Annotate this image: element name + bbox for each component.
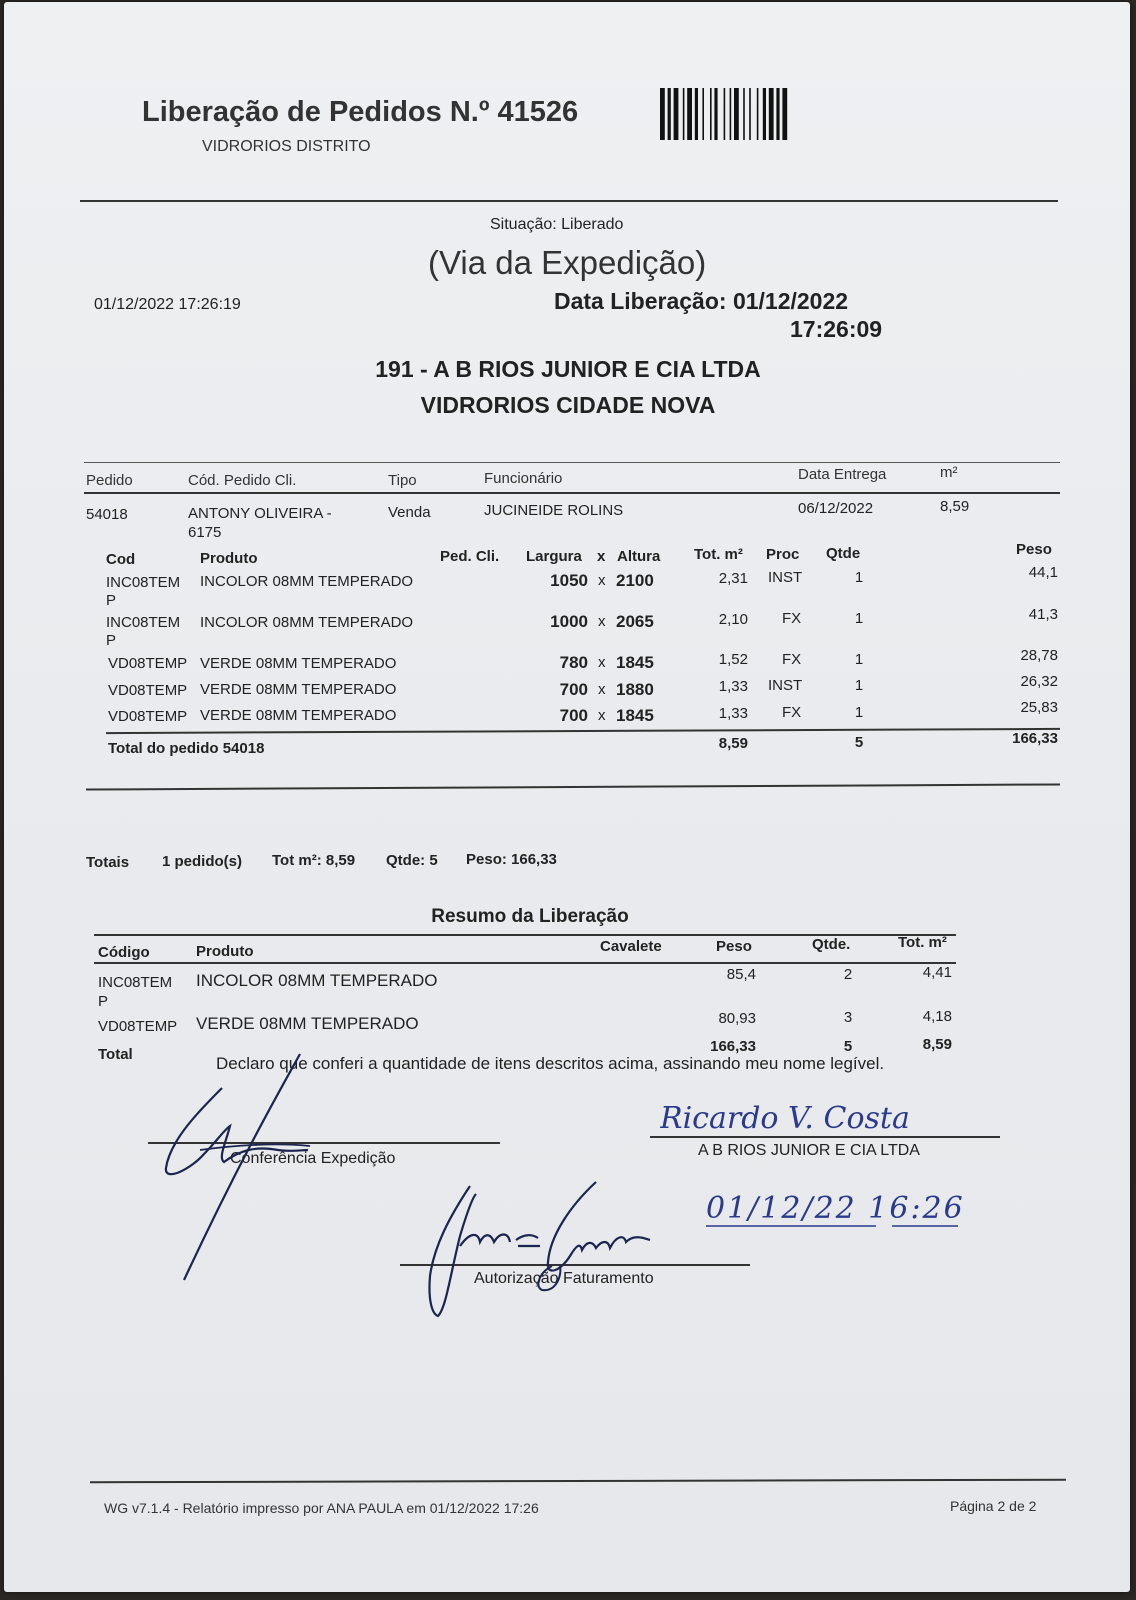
document-page (4, 2, 1130, 1592)
row-qtde: 1 (854, 704, 864, 721)
row-altura: 2100 (616, 571, 654, 590)
header-divider (80, 200, 1058, 202)
row-largura: 1050 (550, 571, 588, 590)
order-m2: 8,59 (940, 498, 970, 515)
row-largura: 1000 (550, 612, 588, 631)
summary-total-peso: 166,33 (710, 1038, 756, 1055)
client-handwritten-signature (660, 1086, 1000, 1146)
totals-label: Totais (86, 854, 130, 871)
summary-total-qtde: 5 (843, 1038, 853, 1055)
summary-col-peso: Peso (716, 938, 752, 955)
row-qtde: 1 (854, 610, 864, 627)
row-peso: 26,32 (1020, 673, 1058, 690)
items-col-peso: Peso (1016, 541, 1052, 558)
status-text: Situação: Liberado (490, 216, 624, 233)
summary-row-produto: INCOLOR 08MM TEMPERADO (196, 971, 438, 990)
col-funcionario: Funcionário (484, 470, 563, 487)
summary-row-codigo: INC08TEM (98, 974, 173, 991)
footer-page-number: Página 2 de 2 (950, 1498, 1037, 1514)
row-proc: FX (782, 704, 802, 721)
barcode-bar (743, 88, 745, 140)
row-cod: VD08TEMP (108, 655, 188, 672)
summary-row-qtde: 3 (843, 1009, 853, 1026)
copy-label: (Via da Expedição) (428, 244, 707, 281)
row-produto: VERDE 08MM TEMPERADO (200, 655, 397, 672)
barcode-bar (683, 88, 685, 140)
handwritten-date (706, 1184, 1006, 1234)
summary-row-produto: VERDE 08MM TEMPERADO (196, 1014, 419, 1033)
row-produto: VERDE 08MM TEMPERADO (200, 707, 397, 724)
summary-row-codigo: VD08TEMP (98, 1018, 178, 1035)
order-total-label: Total do pedido 54018 (108, 740, 265, 757)
row-proc: INST (768, 677, 803, 694)
row-tot-m2: 2,10 (718, 611, 748, 628)
row-peso: 44,1 (1028, 564, 1058, 581)
col-cod-pedido-cli: Cód. Pedido Cli. (188, 472, 297, 489)
order-header-top-rule (84, 462, 1060, 463)
col-tipo: Tipo (388, 472, 417, 489)
summary-col-codigo: Código (98, 944, 150, 961)
items-col-proc: Proc (766, 546, 800, 563)
items-col-largura: Largura (526, 548, 582, 565)
totals-qtde: Qtde: 5 (386, 852, 438, 869)
barcode-bar (710, 88, 712, 140)
print-timestamp: 01/12/2022 17:26:19 (94, 296, 241, 313)
release-date: Data Liberação: 01/12/2022 (554, 288, 849, 314)
row-largura: 700 (559, 680, 588, 699)
summary-row-qtde: 2 (843, 966, 853, 983)
col-data-entrega: Data Entrega (798, 466, 887, 483)
expedition-signature-label: Conferência Expedição (230, 1150, 396, 1167)
summary-col-produto: Produto (196, 943, 254, 960)
summary-row-tot-m2: 4,18 (922, 1008, 952, 1025)
row-x: x (598, 572, 606, 589)
barcode-bar (660, 88, 665, 140)
barcode-bar (749, 88, 751, 140)
row-tot-m2: 1,33 (718, 705, 748, 722)
barcode (660, 88, 832, 140)
row-x: x (598, 707, 606, 724)
row-peso: 28,78 (1020, 647, 1058, 664)
row-cod: INC08TEM (106, 614, 181, 631)
barcode-bar (702, 88, 704, 140)
items-col-cod: Cod (106, 551, 136, 568)
row-produto: VERDE 08MM TEMPERADO (200, 681, 397, 698)
summary-row-codigo-cont: P (98, 993, 109, 1010)
order-total-m2: 8,59 (718, 735, 748, 752)
row-cod-cont: P (106, 632, 117, 649)
order-client-code-cont: 6175 (188, 524, 222, 541)
billing-signature-label: Autorização Faturamento (474, 1270, 654, 1287)
row-qtde: 1 (854, 651, 864, 668)
row-proc: FX (782, 610, 802, 627)
company-name: VIDRORIOS DISTRITO (202, 138, 371, 155)
items-col-qtde: Qtde (826, 545, 861, 562)
summary-title: Resumo da Liberação (431, 906, 629, 927)
row-qtde: 1 (854, 677, 864, 694)
barcode-bar (782, 88, 787, 140)
row-cod-cont: P (106, 592, 117, 609)
billing-handwritten-signature (420, 1176, 680, 1326)
row-produto: INCOLOR 08MM TEMPERADO (200, 573, 414, 590)
row-tot-m2: 1,33 (718, 678, 748, 695)
col-pedido: Pedido (86, 472, 133, 489)
row-proc: INST (768, 569, 803, 586)
declaration-text: Declaro que conferi a quantidade de itens descritos acima, assinando meu nome legível. (216, 1054, 885, 1073)
summary-col-tot-m2: Tot. m² (898, 934, 947, 951)
summary-row-peso: 80,93 (718, 1010, 756, 1027)
row-x: x (598, 613, 606, 630)
row-largura: 780 (559, 653, 588, 672)
row-altura: 2065 (616, 612, 654, 631)
summary-row-peso: 85,4 (726, 966, 756, 983)
document-title: Liberação de Pedidos N.º 41526 (142, 96, 579, 128)
totals-peso: Peso: 166,33 (466, 851, 557, 868)
items-col-x: x (597, 548, 606, 565)
footer-report-info: WG v7.1.4 - Relatório impresso por ANA PAULA em 01/12/2022 17:26 (104, 1500, 539, 1516)
row-produto: INCOLOR 08MM TEMPERADO (200, 614, 414, 631)
items-col-ped-cli: Ped. Cli. (440, 548, 500, 565)
barcode-bar (763, 88, 766, 140)
totals-pedidos: 1 pedido(s) (162, 853, 243, 870)
row-altura: 1845 (616, 653, 654, 672)
client-store: VIDRORIOS CIDADE NOVA (420, 392, 716, 418)
svg-text:01/12/22 16:26: 01/12/22 16:26 (706, 1191, 965, 1226)
row-x: x (598, 681, 606, 698)
expedition-handwritten-signature (160, 1050, 340, 1290)
summary-total-tot-m2: 8,59 (922, 1036, 952, 1053)
barcode-bar (695, 88, 698, 140)
barcode-bar (714, 88, 717, 140)
order-header-bottom-rule (84, 492, 1060, 494)
row-peso: 25,83 (1020, 699, 1058, 716)
row-largura: 700 (559, 706, 588, 725)
barcode-bar (757, 88, 759, 140)
barcode-bar (776, 88, 779, 140)
row-tot-m2: 1,52 (718, 651, 748, 668)
order-employee: JUCINEIDE ROLINS (484, 502, 624, 519)
items-col-produto: Produto (200, 550, 258, 567)
barcode-bar (687, 88, 692, 140)
svg-text:Ricardo V. Costa: Ricardo V. Costa (660, 1101, 910, 1136)
row-cod: INC08TEM (106, 574, 181, 591)
totals-m2: Tot m²: 8,59 (272, 852, 356, 869)
order-client-code: ANTONY OLIVEIRA - (188, 505, 332, 522)
row-x: x (598, 654, 606, 671)
items-col-altura: Altura (617, 548, 661, 565)
summary-row-tot-m2: 4,41 (922, 964, 952, 981)
barcode-bar (734, 88, 739, 140)
client-name: 191 - A B RIOS JUNIOR E CIA LTDA (375, 356, 761, 382)
row-peso: 41,3 (1028, 606, 1058, 623)
summary-col-qtde: Qtde. (812, 936, 851, 953)
order-delivery-date: 06/12/2022 (798, 500, 874, 517)
items-col-tot-m2: Tot. m² (694, 546, 743, 563)
row-qtde: 1 (854, 569, 864, 586)
summary-col-cavalete: Cavalete (600, 938, 662, 955)
barcode-bar (724, 88, 726, 140)
order-type: Venda (388, 504, 431, 521)
order-number: 54018 (86, 506, 128, 523)
barcode-bar (668, 88, 671, 140)
col-m2: m² (940, 464, 958, 481)
barcode-bar (730, 88, 732, 140)
row-proc: FX (782, 651, 802, 668)
release-time: 17:26:09 (790, 316, 883, 342)
order-total-peso: 166,33 (1012, 730, 1058, 747)
summary-total-label: Total (98, 1046, 133, 1063)
order-total-qtde: 5 (854, 734, 864, 751)
row-cod: VD08TEMP (108, 682, 188, 699)
summary-header-rule (94, 962, 956, 964)
row-tot-m2: 2,31 (718, 570, 748, 587)
barcode-bar (674, 88, 679, 140)
barcode-bar (769, 88, 774, 140)
row-cod: VD08TEMP (108, 708, 188, 725)
row-altura: 1880 (616, 680, 654, 699)
row-altura: 1845 (616, 706, 654, 725)
client-signature-label: A B RIOS JUNIOR E CIA LTDA (698, 1142, 920, 1159)
